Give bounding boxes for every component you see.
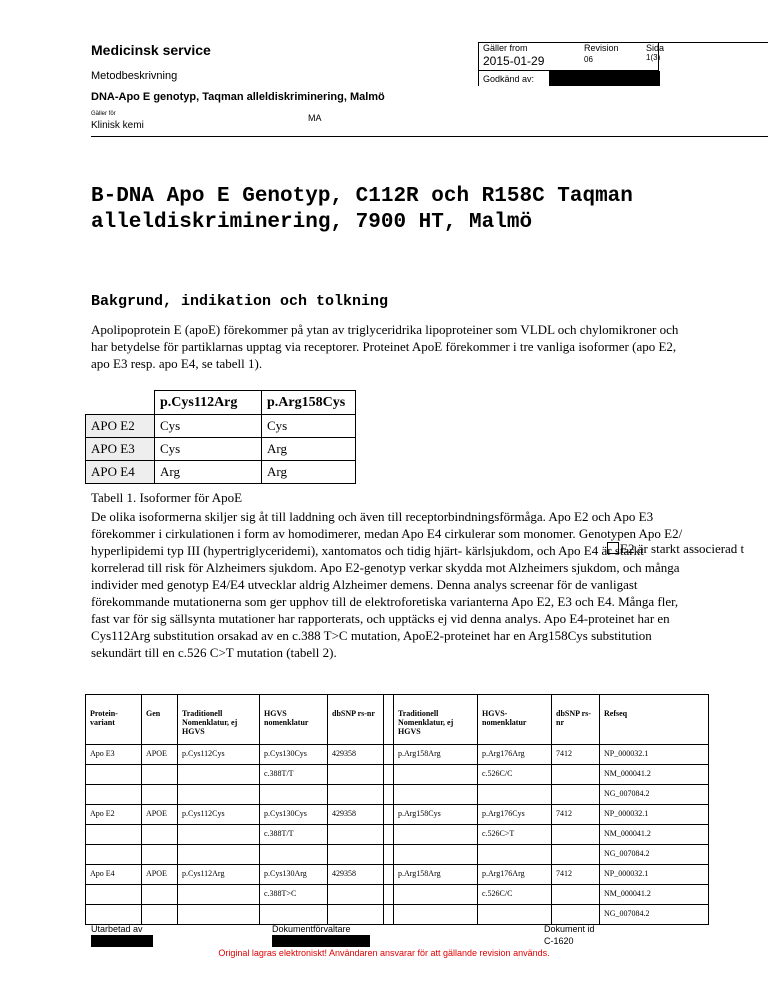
table-cell: c.388T/T	[260, 825, 328, 845]
table-cell: Cys	[262, 415, 356, 438]
section-heading: Bakgrund, indikation och tolkning	[91, 293, 389, 310]
table-cell: p.Cys130Arg	[260, 865, 328, 885]
table1-caption: Tabell 1. Isoformer för ApoE	[91, 490, 243, 505]
table-cell	[328, 845, 384, 865]
doc-type: Metodbeskrivning	[91, 70, 178, 82]
table-cell: Apo E3	[86, 745, 142, 765]
table-cell	[142, 905, 178, 925]
table-cell	[478, 845, 552, 865]
prepared-by-label: Utarbetad av	[91, 924, 143, 934]
redacted-approver	[549, 71, 660, 86]
table-header-cell: Refseq	[600, 695, 709, 745]
table-cell: c.388T/T	[260, 765, 328, 785]
table-cell	[384, 885, 394, 905]
intro-paragraph: Apolipoprotein E (apoE) förekommer på ytan av triglyceridrika lipoproteiner som VLDL och chylomikroner och har betydelse för partiklarnas upptag via receptorer. Proteinet ApoE förekommer i tre vanliga isoformer (apo E2, apo E3 resp. apo E4, se tabell 1).	[91, 322, 679, 371]
table-cell: NP_000032.1	[600, 805, 709, 825]
applies-label: Gäller för	[91, 111, 116, 117]
table-cell	[384, 785, 394, 805]
table-cell	[478, 905, 552, 925]
approved-label: Godkänd av:	[483, 74, 535, 84]
table-cell: 429358	[328, 805, 384, 825]
table-cell	[86, 845, 142, 865]
page-label: Sida	[646, 43, 665, 53]
table-cell	[142, 785, 178, 805]
table-cell	[384, 825, 394, 845]
table-cell: c.526C/C	[478, 765, 552, 785]
table-cell: p.Cys112Cys	[178, 805, 260, 825]
table-cell	[384, 745, 394, 765]
table-header-row	[86, 391, 356, 415]
table-cell: APO E3	[86, 438, 155, 461]
valid-from-label: Gäller from	[483, 43, 528, 53]
table-cell	[394, 885, 478, 905]
table-header-cell: Traditionell Nomenklatur, ej HGVS	[178, 695, 260, 745]
table-cell: NG_007084.2	[600, 905, 709, 925]
table-row	[86, 438, 356, 461]
table-cell: c.526C>T	[478, 825, 552, 845]
table-cell	[178, 885, 260, 905]
valid-from-date: 2015-01-29	[483, 54, 545, 68]
revision-value: 06	[584, 55, 593, 64]
table-cell	[86, 885, 142, 905]
table-cell	[86, 765, 142, 785]
table-cell	[142, 845, 178, 865]
table-cell: p.Cys112Arg	[178, 865, 260, 885]
table-cell	[178, 825, 260, 845]
table-cell	[394, 825, 478, 845]
doc-manager-label: Dokumentförvaltare	[272, 924, 351, 934]
table-cell	[552, 845, 600, 865]
applies-value: Klinisk kemi	[91, 120, 144, 131]
table-header-cell: HGVS nomenklatur	[260, 695, 328, 745]
table-header-cell: Gen	[142, 695, 178, 745]
table-header-cell	[384, 695, 394, 745]
table-cell	[552, 825, 600, 845]
table-row	[86, 825, 709, 845]
redacted-manager	[272, 935, 370, 947]
table-cell: p.Cys130Cys	[260, 745, 328, 765]
table-cell	[178, 845, 260, 865]
mutation-table	[85, 694, 709, 925]
table-row	[86, 905, 709, 925]
table-cell	[260, 905, 328, 925]
table-cell: Arg	[262, 461, 356, 484]
body-paragraph: De olika isoformerna skiljer sig åt till laddning och även till receptorbindningsförmåga. Apo E2 och Apo E3 förekommer i cirkulationen i form av homodimerer, medan Apo E4 cirkulerar som monomer. Genotypen Apo E2/ hyperlipidemi typ III (hypertriglyceridemi), xantomatos och tidig hjärt- kärlsjukdom, och Apo E4 är starkt korrelerad till risk för Alzheimers sjukdom. Apo E2-genotyp verkar skydda mot Alzheimers sjukdom, och många individer med genotyp E4/E4 utvecklar aldrig Alzheimer demens. Denna analys screenar för de vanligast förekommande mutationerna som ger upphov till de elektroforetiska varianterna Apo E2, E3 och E4. Många fler, fast var för sig sällsynta mutationer har rapporterats, och upptäcks ej vid denna analys. Apo E4-proteinet har en Cys112Arg substitution orsakad av en c.388 T>C mutation, ApoE2-proteinet har en Arg158Cys substitution sekundärt till en c.526 C>T mutation (tabell 2).	[91, 509, 683, 660]
table-cell: 7412	[552, 805, 600, 825]
table-row	[86, 865, 709, 885]
footer-warning: Original lagras elektroniskt! Användaren ansvarar för att gällande revision används.	[218, 948, 550, 958]
table-cell	[394, 845, 478, 865]
redacted-author	[91, 935, 153, 947]
table-cell	[394, 765, 478, 785]
page-title: B-DNA Apo E Genotyp, C112R och R158C Taqman alleldiskriminering, 7900 HT, Malmö	[91, 185, 633, 234]
table-cell: Cys	[155, 438, 262, 461]
table-cell: Apo E4	[86, 865, 142, 885]
table-cell	[552, 765, 600, 785]
table-cell	[178, 765, 260, 785]
table-cell: Cys	[155, 415, 262, 438]
table-row	[86, 805, 709, 825]
table-cell: NP_000032.1	[600, 745, 709, 765]
table-header-cell: HGVS-nomenklatur	[478, 695, 552, 745]
table-cell: NG_007084.2	[600, 845, 709, 865]
table-cell	[260, 785, 328, 805]
table-cell	[552, 885, 600, 905]
table-cell	[178, 905, 260, 925]
table-cell: APO E4	[86, 461, 155, 484]
table-cell: Apo E2	[86, 805, 142, 825]
table-cell: p.Cys130Cys	[260, 805, 328, 825]
table-row	[86, 745, 709, 765]
table-cell	[478, 785, 552, 805]
table-cell: NM_000041.2	[600, 885, 709, 905]
table-cell: 7412	[552, 745, 600, 765]
table-cell: 7412	[552, 865, 600, 885]
table-cell	[86, 825, 142, 845]
table-cell: c.388T>C	[260, 885, 328, 905]
table-cell	[142, 825, 178, 845]
checkbox-icon	[607, 542, 619, 554]
table-cell	[328, 785, 384, 805]
table-cell	[178, 785, 260, 805]
table-cell: 429358	[328, 745, 384, 765]
table-cell: NM_000041.2	[600, 765, 709, 785]
header-divider	[91, 136, 768, 137]
table-cell: p.Arg158Arg	[394, 745, 478, 765]
table-cell	[552, 785, 600, 805]
table-cell: NM_000041.2	[600, 825, 709, 845]
doc-id-value: C-1620	[544, 936, 574, 946]
table-header-cell: dbSNP rs-nr	[552, 695, 600, 745]
table-cell	[260, 845, 328, 865]
table-cell: NG_007084.2	[600, 785, 709, 805]
overflow-text-content: E2 är starkt associerad t	[620, 541, 745, 556]
table-header-cell: Traditionell Nomenklatur, ej HGVS	[394, 695, 478, 745]
table-cell	[328, 825, 384, 845]
table-row	[86, 885, 709, 905]
table-cell: APO E2	[86, 415, 155, 438]
table-cell: p.Arg158Cys	[394, 805, 478, 825]
table-cell	[394, 785, 478, 805]
table-cell: c.526C/C	[478, 885, 552, 905]
table-cell: 429358	[328, 865, 384, 885]
table-header-cell: p.Cys112Arg	[155, 391, 262, 415]
header-info-top-rule	[659, 42, 768, 43]
table-cell	[384, 865, 394, 885]
table-cell	[384, 805, 394, 825]
isoform-table	[85, 390, 356, 484]
table-cell: p.Arg176Arg	[478, 865, 552, 885]
overflow-text	[607, 541, 744, 557]
table-row	[86, 461, 356, 484]
table-cell	[328, 885, 384, 905]
table-cell	[384, 845, 394, 865]
table-row	[86, 765, 709, 785]
unit-code: MA	[308, 113, 322, 123]
table-header-cell: p.Arg158Cys	[262, 391, 356, 415]
table-cell: p.Arg158Arg	[394, 865, 478, 885]
table-header-cell: dbSNP rs-nr	[328, 695, 384, 745]
table-cell: p.Arg176Cys	[478, 805, 552, 825]
table-cell	[328, 765, 384, 785]
table-cell	[384, 765, 394, 785]
org-title: Medicinsk service	[91, 42, 211, 58]
table-cell	[86, 905, 142, 925]
table-cell	[328, 905, 384, 925]
table-cell: APOE	[142, 865, 178, 885]
table-cell	[384, 905, 394, 925]
table-cell: p.Arg176Arg	[478, 745, 552, 765]
table-cell: APOE	[142, 745, 178, 765]
table-cell: APOE	[142, 805, 178, 825]
table-cell	[394, 905, 478, 925]
table-cell: NP_000032.1	[600, 865, 709, 885]
table-row	[86, 845, 709, 865]
page-value: 1(3)	[646, 53, 661, 62]
table-cell: Arg	[262, 438, 356, 461]
doc-id-label: Dokument id	[544, 924, 595, 934]
table-header-cell: Protein-variant	[86, 695, 142, 745]
table-row	[86, 785, 709, 805]
table-cell: Arg	[155, 461, 262, 484]
table-cell	[142, 885, 178, 905]
table-row	[86, 415, 356, 438]
table-cell	[552, 905, 600, 925]
doc-name: DNA-Apo E genotyp, Taqman alleldiskriminering, Malmö	[91, 91, 385, 103]
table-cell	[142, 765, 178, 785]
table-header-row	[86, 695, 709, 745]
revision-label: Revision	[584, 43, 619, 53]
table-cell	[86, 785, 142, 805]
table-cell: p.Cys112Cys	[178, 745, 260, 765]
table-header-cell	[86, 391, 155, 415]
